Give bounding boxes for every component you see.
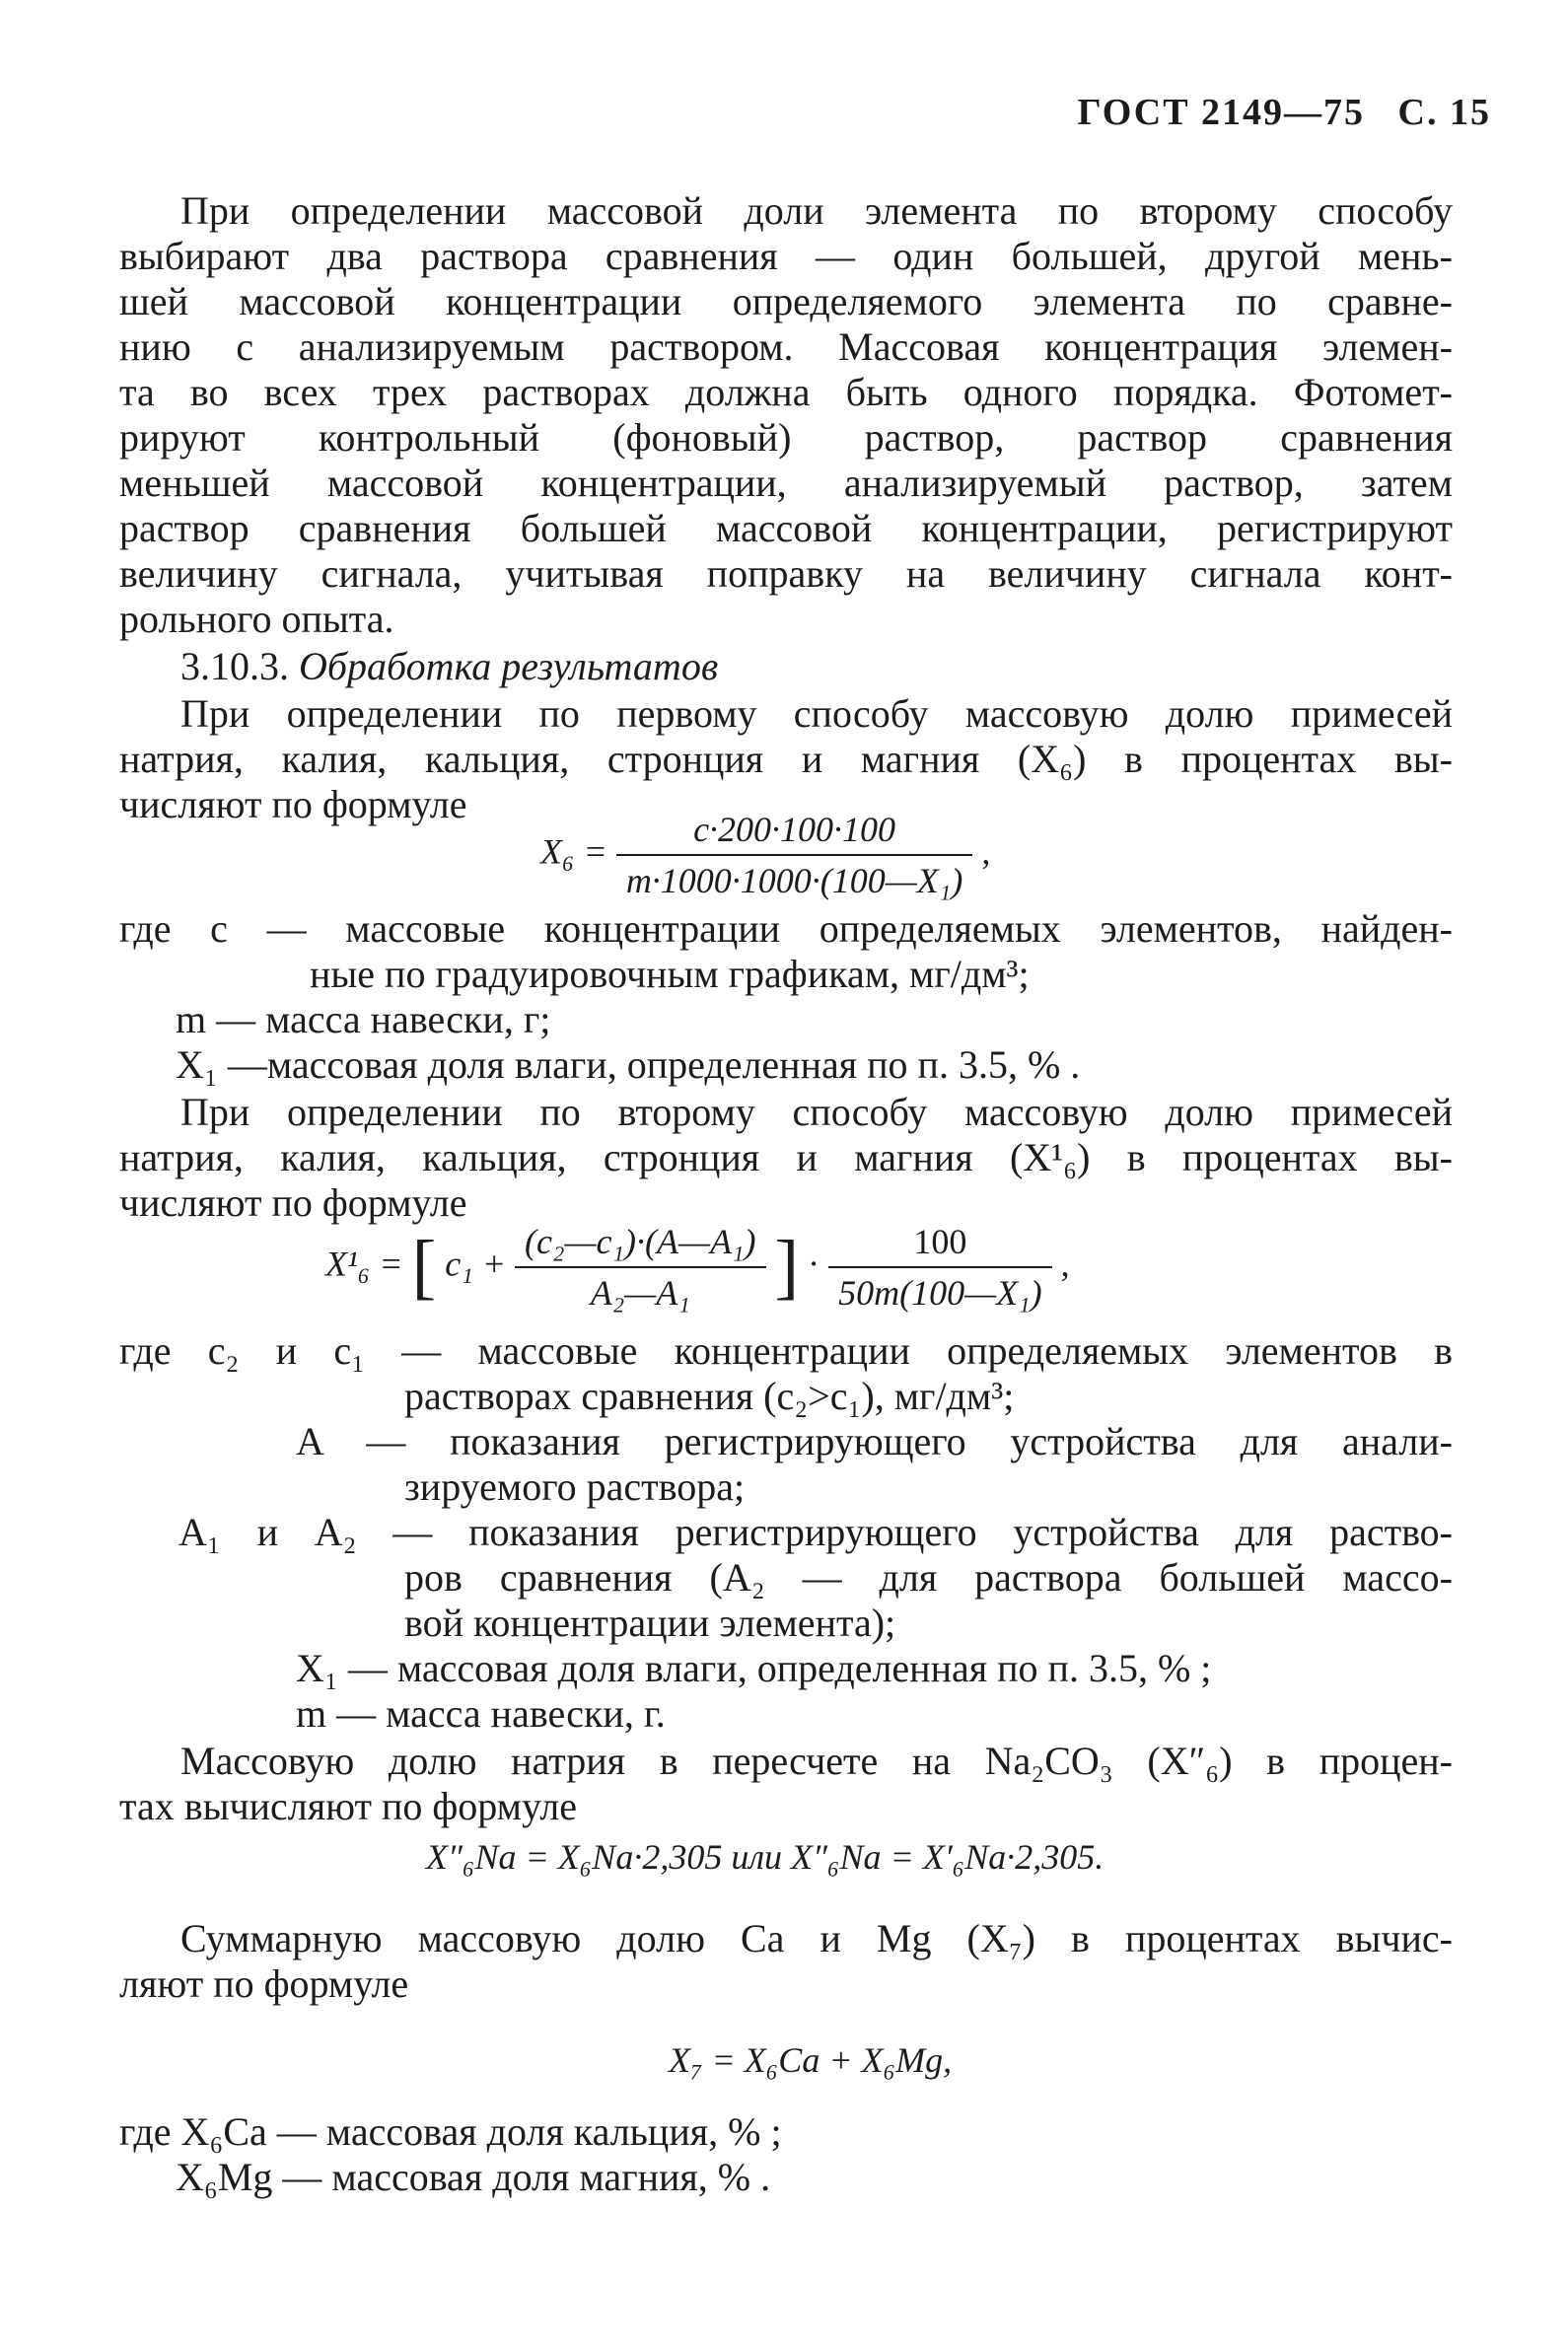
text-line: При определении по второму способу массовую долю примесей [180, 1090, 1453, 1134]
fraction [515, 1221, 765, 1314]
formula-x6-1 [325, 1221, 1070, 1314]
formula-na2co3: X″₆Na = X₆Na·2,305 или X″₆Na = X′₆Na·2,305. [426, 1837, 1105, 1877]
definition-line: вой концентрации элемента); [404, 1601, 896, 1645]
text-line: числяют по формуле [119, 782, 467, 826]
definition-line: A₁ и A₂ — показания регистрирующего устройства для раство- [178, 1510, 1453, 1554]
text-line: Массовую долю натрия в пересчете на Na₂CO₃ (X″₆) в процен- [180, 1739, 1453, 1783]
text-line: числяют по формуле [119, 1180, 467, 1225]
page-number: С. 15 [1397, 92, 1491, 133]
text-line: При определении массовой доли элемента по второму способу [180, 188, 1453, 233]
definition-line: m — масса навески, г; [176, 997, 551, 1041]
text-line: ляют по формуле [119, 1961, 409, 2006]
text-line: рируют контрольный (фоновый) раствор, раствор сравнения [119, 415, 1453, 460]
formula-tail: , [1060, 1244, 1070, 1284]
fraction-numerator: 100 [828, 1221, 1052, 1268]
text-line: Суммарную массовую долю Ca и Mg (X₇) в процентах вычис- [180, 1916, 1453, 1960]
fraction-denominator: m·1000·1000·(100—X₁) [625, 861, 963, 900]
text-line: нию с анализируемым раствором. Массовая концентрация элемен- [119, 324, 1453, 369]
section-number: 3.10.3. [180, 644, 289, 688]
definition-line: ные по градуировочным графикам, мг/дм³; [310, 952, 1030, 996]
formula-lhs: X¹₆ = [325, 1244, 403, 1284]
text-line: рольного опыта. [119, 597, 394, 641]
definition-line: где c — массовые концентрации определяемых элементов, найден- [119, 906, 1453, 951]
definition-line: где X₆Ca — массовая доля кальция, % ; [119, 2109, 782, 2154]
fraction-numerator: c·200·100·100 [616, 809, 973, 856]
formula-x7: X₇ = X₆Ca + X₆Mg, [669, 2040, 953, 2080]
text-line: величину сигнала, учитывая поправку на величину сигнала конт- [119, 551, 1453, 596]
fraction [828, 1221, 1052, 1314]
definition-line: X₆Mg — массовая доля магния, % . [176, 2155, 771, 2199]
right-bracket: ] [774, 1226, 800, 1308]
formula-term: c₁ + [445, 1244, 507, 1284]
definition-line: зируемого раствора; [404, 1464, 746, 1509]
text-line: меньшей массовой концентрации, анализируемый раствор, затем [119, 461, 1453, 505]
text-line: При определении по первому способу массовую долю примесей [180, 691, 1453, 736]
fraction-numerator: (c₂—c₁)·(A—A₁) [515, 1221, 765, 1268]
text-line: шей массовой концентрации определяемого элемента по сравне- [119, 279, 1453, 323]
text-line: раствор сравнения большей массовой концентрации, регистрируют [119, 506, 1453, 550]
formula-lhs: X₆ = [540, 831, 607, 872]
section-heading [180, 643, 718, 690]
text-line: тах вычисляют по формуле [119, 1784, 577, 1828]
definition-line: A — показания регистрирующего устройства для анали- [296, 1419, 1453, 1463]
section-title: Обработка результатов [299, 644, 719, 688]
fraction-denominator: 50m(100—X₁) [838, 1273, 1042, 1313]
formula-x6 [540, 809, 990, 901]
definition-line: ров сравнения (A₂ — для раствора большей массо- [404, 1555, 1453, 1600]
fraction [616, 809, 973, 901]
fraction-denominator: A₂—A₁ [590, 1273, 690, 1313]
left-bracket: [ [411, 1226, 437, 1308]
definition-line: X₁ —массовая доля влаги, определенная по п. 3.5, % . [176, 1042, 1081, 1087]
text-line: выбирают два раствора сравнения — один большей, другой мень- [119, 234, 1453, 278]
definition-line: X₁ — массовая доля влаги, определенная по п. 3.5, % ; [296, 1646, 1212, 1690]
text-line: натрия, калия, кальция, стронция и магния (X¹₆) в процентах вы- [119, 1135, 1453, 1179]
definition-line: m — масса навески, г. [296, 1691, 666, 1736]
definition-line: где c₂ и c₁ — массовые концентрации определяемых элементов в [119, 1328, 1453, 1373]
definition-line: растворах сравнения (c₂>c₁), мг/дм³; [404, 1374, 1015, 1418]
page-header [1056, 91, 1492, 134]
text-line: натрия, калия, кальция, стронция и магния (X₆) в процентах вы- [119, 737, 1453, 781]
standard-number: ГОСТ 2149—75 [1077, 92, 1366, 133]
formula-dot: · [808, 1244, 820, 1284]
text-line: та во всех трех растворах должна быть одного порядка. Фотомет- [119, 370, 1453, 414]
formula-tail: , [981, 831, 991, 872]
